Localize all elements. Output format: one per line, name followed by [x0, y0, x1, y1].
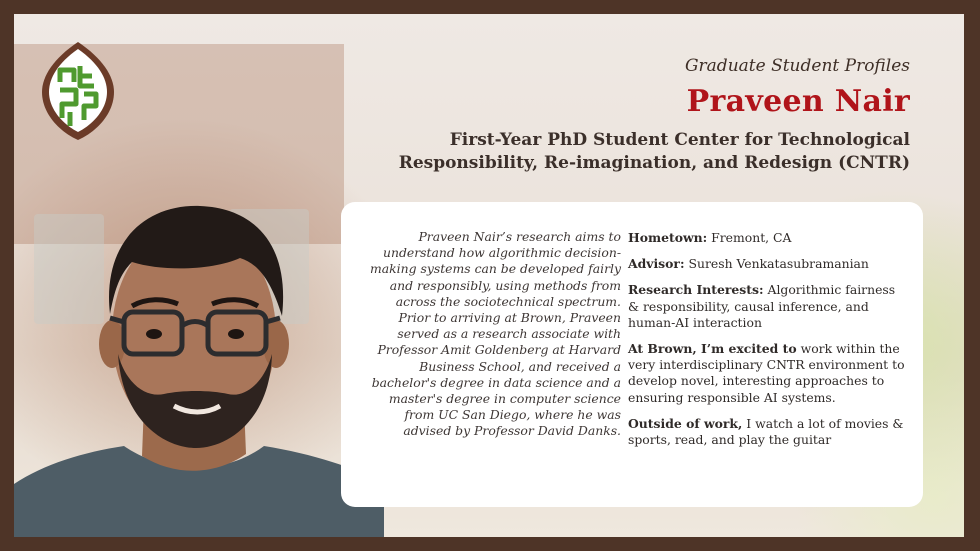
fact-outside-work: [628, 416, 906, 448]
profile-card: [341, 202, 923, 507]
facts-list: [628, 230, 906, 458]
student-position: First-Year PhD Student Center for Technological Responsibility, Re-imagination, and Redesign (CNTR): [398, 130, 910, 173]
student-name: Praveen Nair: [686, 84, 910, 119]
background-canvas: [14, 14, 964, 537]
fact-label: Outside of work,: [628, 415, 743, 431]
fact-label: Hometown:: [628, 230, 708, 245]
fact-advisor: [628, 256, 906, 272]
fact-value: I watch a lot of movies & sports, read, and play the guitar: [628, 415, 904, 448]
fact-label: Research Interests:: [628, 282, 764, 298]
fact-hometown: [628, 230, 906, 246]
section-eyebrow: Graduate Student Profiles: [684, 56, 910, 76]
fact-value: Fremont, CA: [711, 230, 792, 245]
fact-label: At Brown, I’m excited to: [628, 341, 797, 357]
portrait-photo: [14, 184, 384, 537]
fact-research-interests: [628, 282, 906, 331]
bio-text: Praveen Nair’s research aims to understand how algorithmic decision-making systems can be developed fairly and responsibly, using methods from across the sociotechnical spectrum. Prior to arriving at Brown, Praveen served as a research associate with Professor Amit Goldenberg at Harvard Business School, and received a bachelor's degree in data science and a master's degree in computer science from UC San Diego, where he was advised by Professor David Danks.: [370, 229, 621, 439]
fact-label: Advisor:: [628, 256, 685, 272]
cntr-leaf-logo-icon: [40, 40, 116, 142]
fact-value: Suresh Venkatasubramanian: [688, 256, 869, 272]
fact-value: Algorithmic fairness & responsibility, causal inference, and human-AI interaction: [628, 282, 896, 330]
fact-at-brown: [628, 341, 906, 406]
fact-value: work within the very interdisciplinary CNTR environment to develop novel, interesting approaches to ensuring responsible AI systems.: [628, 341, 905, 405]
